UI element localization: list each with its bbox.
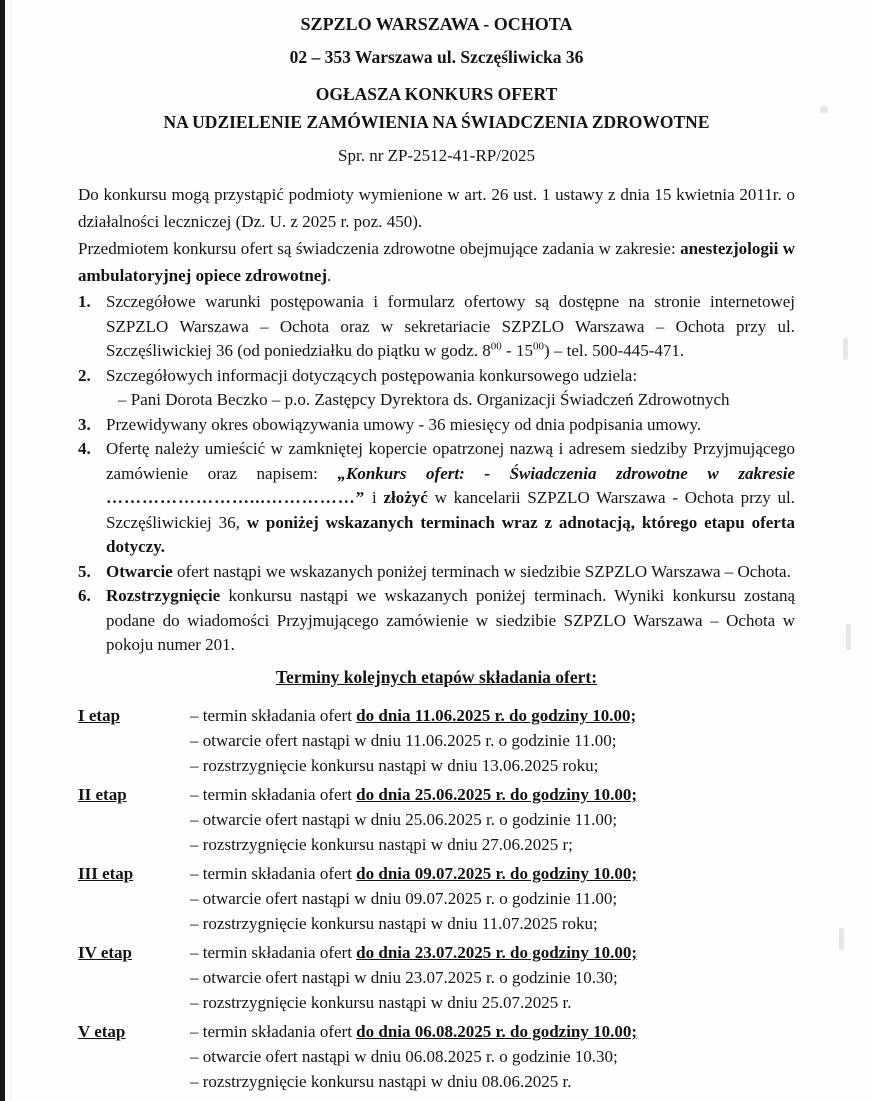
stage-3-resolution-line: – rozstrzygnięcie konkursu nastąpi w dniu 11.07.2025 roku; (190, 913, 598, 933)
stage-1-deadline-prefix: – termin składania ofert (190, 705, 357, 725)
list-item-1-text-pre: Szczegółowe warunki postępowania i formularz ofertowy są dostępne na stronie internetowej SZPZLO Warszawa – Ochota oraz w sekretariacie SZPZLO Warszawa – Ochota przy ul. Szczęśliwickiej 36 (od poniedziałku do piątku w godz. 8 (106, 292, 795, 360)
list-item-1-number: 1. (78, 292, 91, 311)
list-item-3-number: 3. (78, 414, 91, 434)
stage-2-deadline-prefix: – termin składania ofert (190, 784, 357, 804)
stage-2-label (78, 782, 190, 857)
list-item-1-text-post: ) – tel. 500-445-471. (543, 341, 685, 360)
stage-5-deadline-prefix: – termin składania ofert (190, 1021, 357, 1041)
list-item-2-number: 2. (78, 365, 91, 385)
stage-1-deadline-line (190, 703, 795, 728)
stages-section (78, 703, 795, 1094)
scan-smudge (846, 624, 851, 650)
intro-paragraph-2 (78, 235, 795, 289)
stage-2-lines (190, 782, 795, 857)
list-item-6-number: 6. (78, 586, 91, 605)
list-item-4-seg6: w kancelarii SZPZLO Warszawa - Ochota przy ul. Szczęśliwickiej 36, (106, 488, 796, 532)
stage-4-opening-line: – otwarcie ofert nastąpi w dniu 23.07.2025 r. o godzinie 10.30; (190, 967, 618, 987)
announcement-line-2: NA UDZIELENIE ZAMÓWIENIA NA ŚWIADCZENIA ZDROWOTNE (163, 112, 710, 132)
stage-4-label (78, 940, 190, 1015)
list-item-2-text (106, 364, 795, 413)
stage-block-2 (78, 782, 795, 857)
list-item-3-text: Przewidywany okres obowiązywania umowy - 36 miesięcy od dnia podpisania umowy. (106, 414, 702, 434)
stage-5-resolution-line: – rozstrzygnięcie konkursu nastąpi w dniu 08.06.2025 r. (190, 1071, 572, 1091)
schedule-heading-text: Terminy kolejnych etapów składania ofert: (275, 666, 598, 687)
stage-5-deadline-value: do dnia 06.08.2025 r. do godziny 10.00; (356, 1021, 638, 1041)
conditions-list (78, 290, 795, 658)
scan-smudge (843, 338, 848, 360)
intro-paragraph-2-lead: Przedmiotem konkursu ofert są świadczenia zdrowotne obejmujące zadania w zakresie: (78, 239, 681, 258)
scan-fold-line (10, 0, 11, 1101)
stage-3-label (78, 861, 190, 936)
stage-3-deadline-prefix: – termin składania ofert (190, 863, 357, 883)
envelope-inscription: „Konkurs ofert: - Świadczenia zdrowotne w zakresie (337, 463, 795, 483)
case-number: Spr. nr ZP-2512-41-RP/2025 (338, 146, 535, 165)
stage-1-resolution-line: – rozstrzygnięcie konkursu nastąpi w dniu 13.06.2025 roku; (190, 755, 599, 775)
list-item-1 (78, 290, 795, 364)
stage-3-deadline-line (190, 861, 795, 886)
list-item-4-text (106, 437, 795, 560)
stage-block-5 (78, 1019, 795, 1094)
list-item-2 (78, 364, 795, 413)
stage-2-resolution-line: – rozstrzygnięcie konkursu nastąpi w dniu 27.06.2025 r; (190, 834, 573, 854)
stage-2-label-text: II etap (78, 784, 127, 804)
list-item-4-seg1: Ofertę należy umieścić w zamkniętej kopercie opatrzonej nazwą i adresem siedziby Przyjmującego zamówienie oraz napisem: (106, 439, 795, 483)
stage-4-deadline-prefix: – termin składania ofert (190, 942, 357, 962)
stage-block-1 (78, 703, 795, 778)
hours-close-superscript: 00 (532, 340, 544, 353)
document-header (78, 14, 795, 166)
list-item-6-text (106, 584, 795, 658)
stage-1-opening-line: – otwarcie ofert nastąpi w dniu 11.06.2025 r. o godzinie 11.00; (190, 730, 617, 750)
stage-2-deadline-value: do dnia 25.06.2025 r. do godziny 10.00; (356, 784, 638, 804)
list-item-5 (78, 560, 795, 585)
list-item-6 (78, 584, 795, 658)
list-item-1-text (106, 290, 795, 364)
list-item-5-text (106, 560, 795, 585)
list-item-6-rest: konkursu nastąpi we wskazanych poniżej terminach. Wyniki konkursu zostaną podane do wiadomości Przyjmującego zamówienie w siedzibie SZPZLO Warszawa – Ochota w pokoju numer 201. (106, 586, 795, 654)
list-item-6-lead: Rozstrzygnięcie (106, 586, 221, 605)
stage-3-opening-line: – otwarcie ofert nastąpi w dniu 09.07.2025 r. o godzinie 11.00; (190, 888, 618, 908)
stage-5-deadline-line (190, 1019, 795, 1044)
list-item-4-submit-word: złożyć (383, 488, 428, 507)
intro-paragraph-2-tail: . (326, 266, 332, 285)
intro-paragraph-1: Do konkursu mogą przystąpić podmioty wymienione w art. 26 ust. 1 ustawy z dnia 15 kwietnia 2011r. o działalności leczniczej (Dz. U. z 2025 r. poz. 450). (78, 185, 795, 231)
list-item-4 (78, 437, 795, 560)
org-address: 02 – 353 Warszawa ul. Szczęśliwicka 36 (289, 47, 584, 67)
stage-1-label (78, 703, 190, 778)
stage-1-lines (190, 703, 795, 778)
list-item-1-text-mid: - 15 (501, 341, 533, 360)
stage-3-lines (190, 861, 795, 936)
stage-5-label (78, 1019, 190, 1094)
intro-paragraph-2-scope: anestezjologii w ambulatoryjnej opiece zdrowotnej (78, 239, 795, 285)
stage-4-lines (190, 940, 795, 1015)
stage-block-4 (78, 940, 795, 1015)
stage-5-label-text: V etap (78, 1021, 126, 1041)
stage-1-label-text: I etap (78, 705, 121, 725)
stage-2-deadline-line (190, 782, 795, 807)
list-item-4-number: 4. (78, 439, 91, 458)
list-item-5-number: 5. (78, 561, 91, 581)
stage-5-opening-line: – otwarcie ofert nastąpi w dniu 06.08.2025 r. o godzinie 10.30; (190, 1046, 618, 1066)
list-item-2-contact-person: – Pani Dorota Beczko – p.o. Zastępcy Dyrektora ds. Organizacji Świadczeń Zdrowotnych (118, 390, 730, 409)
list-item-3 (78, 413, 795, 438)
stage-4-label-text: IV etap (78, 942, 132, 962)
dotted-blank: ……………………...……………” (106, 488, 366, 507)
hours-open-superscript: 00 (490, 340, 502, 353)
stage-2-opening-line: – otwarcie ofert nastąpi w dniu 25.06.2025 r. o godzinie 11.00; (190, 809, 618, 829)
stage-block-3 (78, 861, 795, 936)
schedule-heading (78, 667, 795, 688)
stage-4-resolution-line: – rozstrzygnięcie konkursu nastąpi w dniu 25.07.2025 r. (190, 992, 572, 1012)
stage-5-lines (190, 1019, 795, 1094)
stage-4-deadline-value: do dnia 23.07.2025 r. do godziny 10.00; (356, 942, 638, 962)
scan-edge-bar (0, 0, 5, 1101)
list-item-5-lead: Otwarcie (106, 561, 173, 581)
list-item-5-rest: ofert nastąpi we wskazanych poniżej terminach w siedzibie SZPZLO Warszawa – Ochota. (172, 561, 791, 581)
scan-smudge (820, 106, 828, 113)
stage-3-label-text: III etap (78, 863, 134, 883)
stage-1-deadline-value: do dnia 11.06.2025 r. do godziny 10.00; (356, 705, 637, 725)
org-name: SZPZLO WARSZAWA - OCHOTA (300, 14, 573, 34)
scan-smudge (839, 928, 844, 950)
list-item-4-deadline-note: w poniżej wskazanych terminach wraz z adnotacją, którego etapu oferta dotyczy. (106, 512, 795, 556)
stage-3-deadline-value: do dnia 09.07.2025 r. do godziny 10.00; (356, 863, 638, 883)
document-content (78, 0, 795, 1098)
list-item-2-main: Szczegółowych informacji dotyczących postępowania konkursowego udziela: (106, 365, 638, 385)
announcement-line-1: OGŁASZA KONKURS OFERT (315, 84, 558, 104)
list-item-4-seg4: i (365, 488, 384, 507)
stage-4-deadline-line (190, 940, 795, 965)
